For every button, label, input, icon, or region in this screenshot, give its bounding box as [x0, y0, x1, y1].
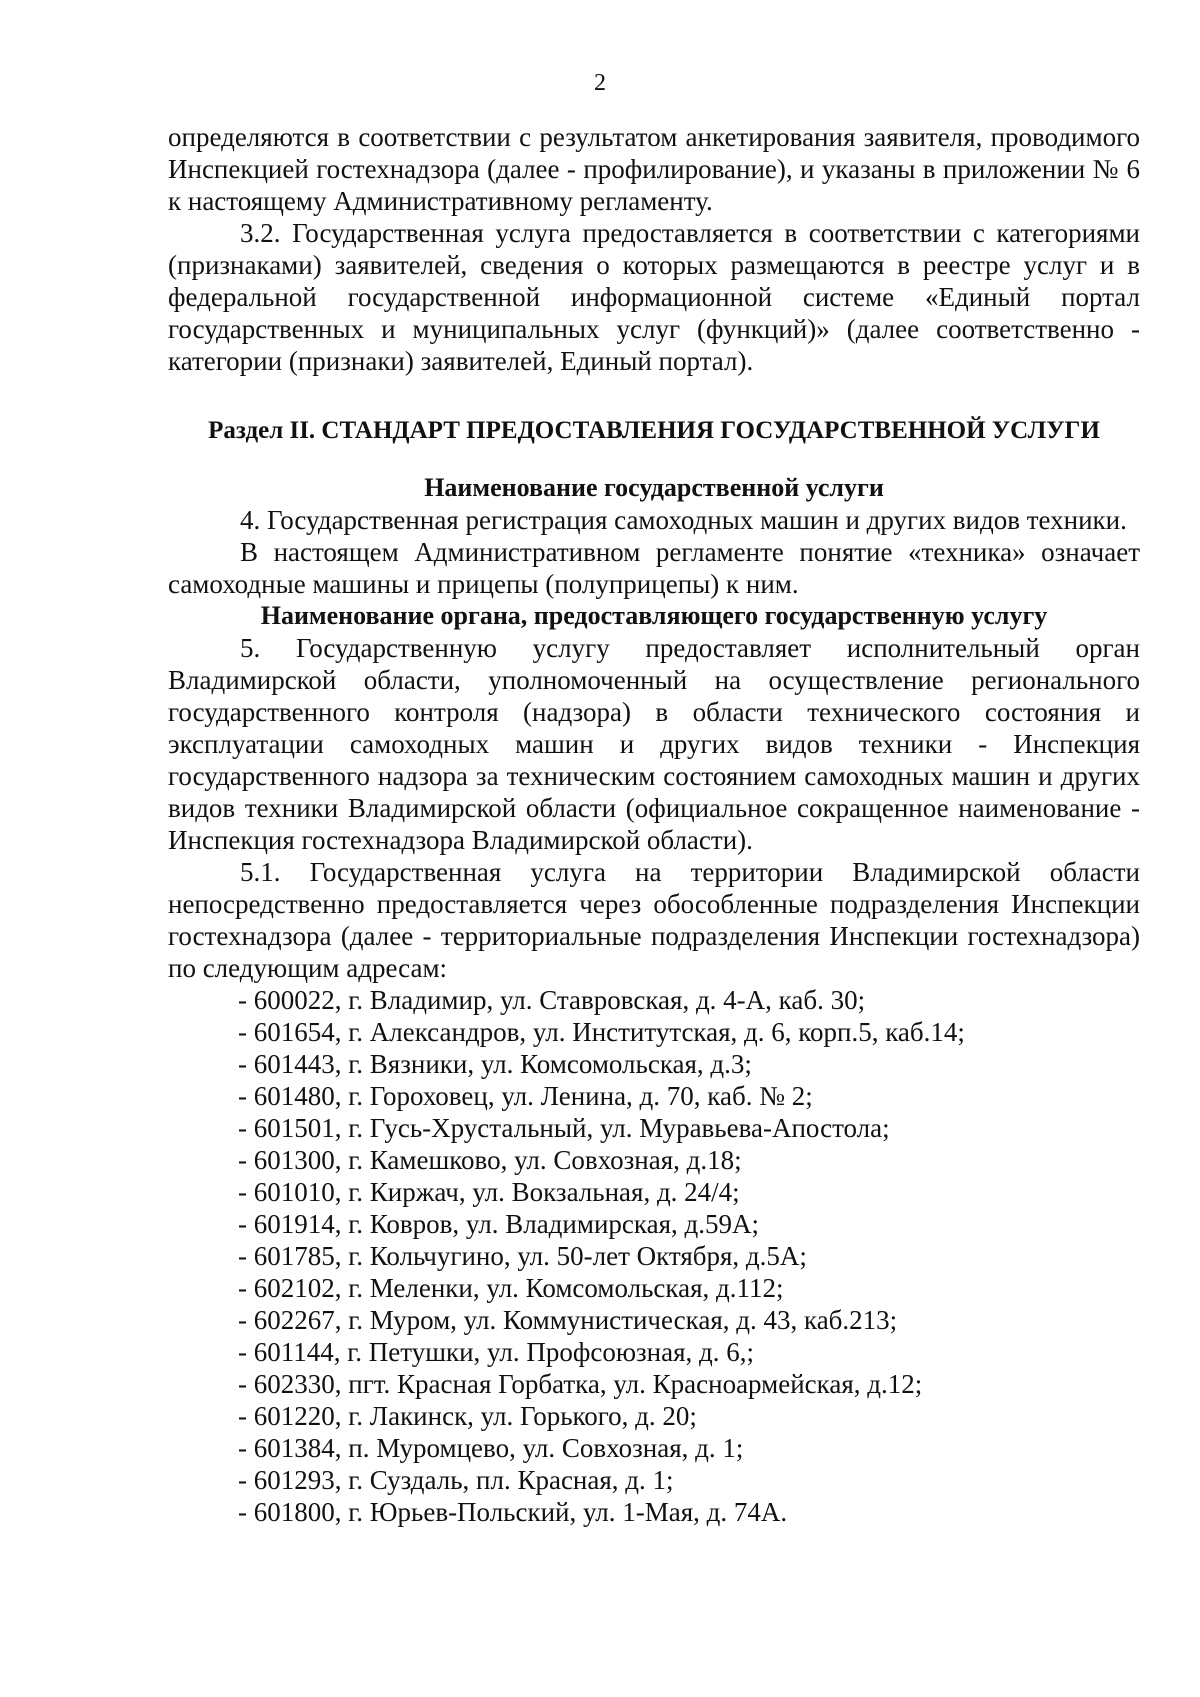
address-item: - 601300, г. Камешково, ул. Совхозная, д.18; — [238, 1145, 742, 1175]
address-item: - 601501, г. Гусь-Хрустальный, ул. Муравьева-Апостола; — [238, 1113, 890, 1143]
paragraph-4: 4. Государственная регистрация самоходных машин и других видов техники. — [240, 505, 1127, 535]
address-item: - 601785, г. Кольчугино, ул. 50-лет Октября, д.5А; — [238, 1241, 807, 1271]
address-item: - 601384, п. Муромцево, ул. Совхозная, д. 1; — [238, 1433, 744, 1463]
paragraph-5: 5. Государственную услугу предоставляет исполнительный орган Владимирской области, уполномоченный на осуществление регионального государственного контроля (надзора) в области технического состояния и эксплуатации самоходных машин и других видов техники - Инспекция государственного надзора за техническим состоянием самоходных машин и других видов техники Владимирской области (официальное сокращенное наименование - Инспекция гостехнадзора Владимирской области). — [168, 633, 1140, 855]
address-item: - 601010, г. Киржач, ул. Вокзальная, д. 24/4; — [238, 1177, 740, 1207]
address-item: - 600022, г. Владимир, ул. Ставровская, д. 4-А, каб. 30; — [238, 985, 866, 1015]
address-item: - 602102, г. Меленки, ул. Комсомольская, д.112; — [238, 1273, 784, 1303]
address-item: - 601144, г. Петушки, ул. Профсоюзная, д. 6,; — [238, 1337, 754, 1367]
address-item: - 601220, г. Лакинск, ул. Горького, д. 20; — [238, 1401, 697, 1431]
heading-authority: Наименование органа, предоставляющего государственную услугу — [260, 601, 1048, 630]
address-item: - 601293, г. Суздаль, пл. Красная, д. 1; — [238, 1465, 674, 1495]
address-item: - 602267, г. Муром, ул. Коммунистическая, д. 43, каб.213; — [238, 1305, 898, 1335]
address-item: - 601480, г. Гороховец, ул. Ленина, д. 70, каб. № 2; — [238, 1081, 813, 1111]
address-item: - 601443, г. Вязники, ул. Комсомольская, д.3; — [238, 1049, 752, 1079]
address-item: - 601654, г. Александров, ул. Институтская, д. 6, корп.5, каб.14; — [238, 1017, 965, 1047]
address-list — [168, 984, 1140, 1528]
paragraph-profiling: определяются в соответствии с результатом анкетирования заявителя, проводимого Инспекцией гостехнадзора (далее - профилирование), и указаны в приложении № 6 к настоящему Административному регламенту. — [168, 122, 1140, 216]
paragraph-5-1: 5.1. Государственная услуга на территории Владимирской области непосредственно предоставляется через обособленные подразделения Инспекции гостехнадзора (далее - территориальные подразделения Инспекции гостехнадзора) по следующим адресам: — [168, 857, 1140, 983]
address-item: - 601914, г. Ковров, ул. Владимирская, д.59А; — [238, 1209, 759, 1239]
address-item: - 601800, г. Юрьев-Польский, ул. 1-Мая, д. 74А. — [238, 1497, 788, 1527]
address-item: - 602330, пгт. Красная Горбатка, ул. Красноармейская, д.12; — [238, 1369, 923, 1399]
document-body — [168, 121, 1140, 1528]
page-number: 2 — [594, 70, 606, 96]
paragraph-technique-definition: В настоящем Административном регламенте понятие «техника» означает самоходные машины и прицепы (полуприцепы) к ним. — [168, 537, 1140, 599]
paragraph-3-2: 3.2. Государственная услуга предоставляется в соответствии с категориями (признаками) заявителей, сведения о которых размещаются в реестре услуг и в федеральной государственной информационной системе «Единый портал государственных и муниципальных услуг (функций)» (далее соответственно - категории (признаки) заявителей, Единый портал). — [168, 218, 1140, 376]
section-title: Раздел II. СТАНДАРТ ПРЕДОСТАВЛЕНИЯ ГОСУДАРСТВЕННОЙ УСЛУГИ — [208, 417, 1100, 444]
heading-service-name: Наименование государственной услуги — [424, 473, 884, 502]
